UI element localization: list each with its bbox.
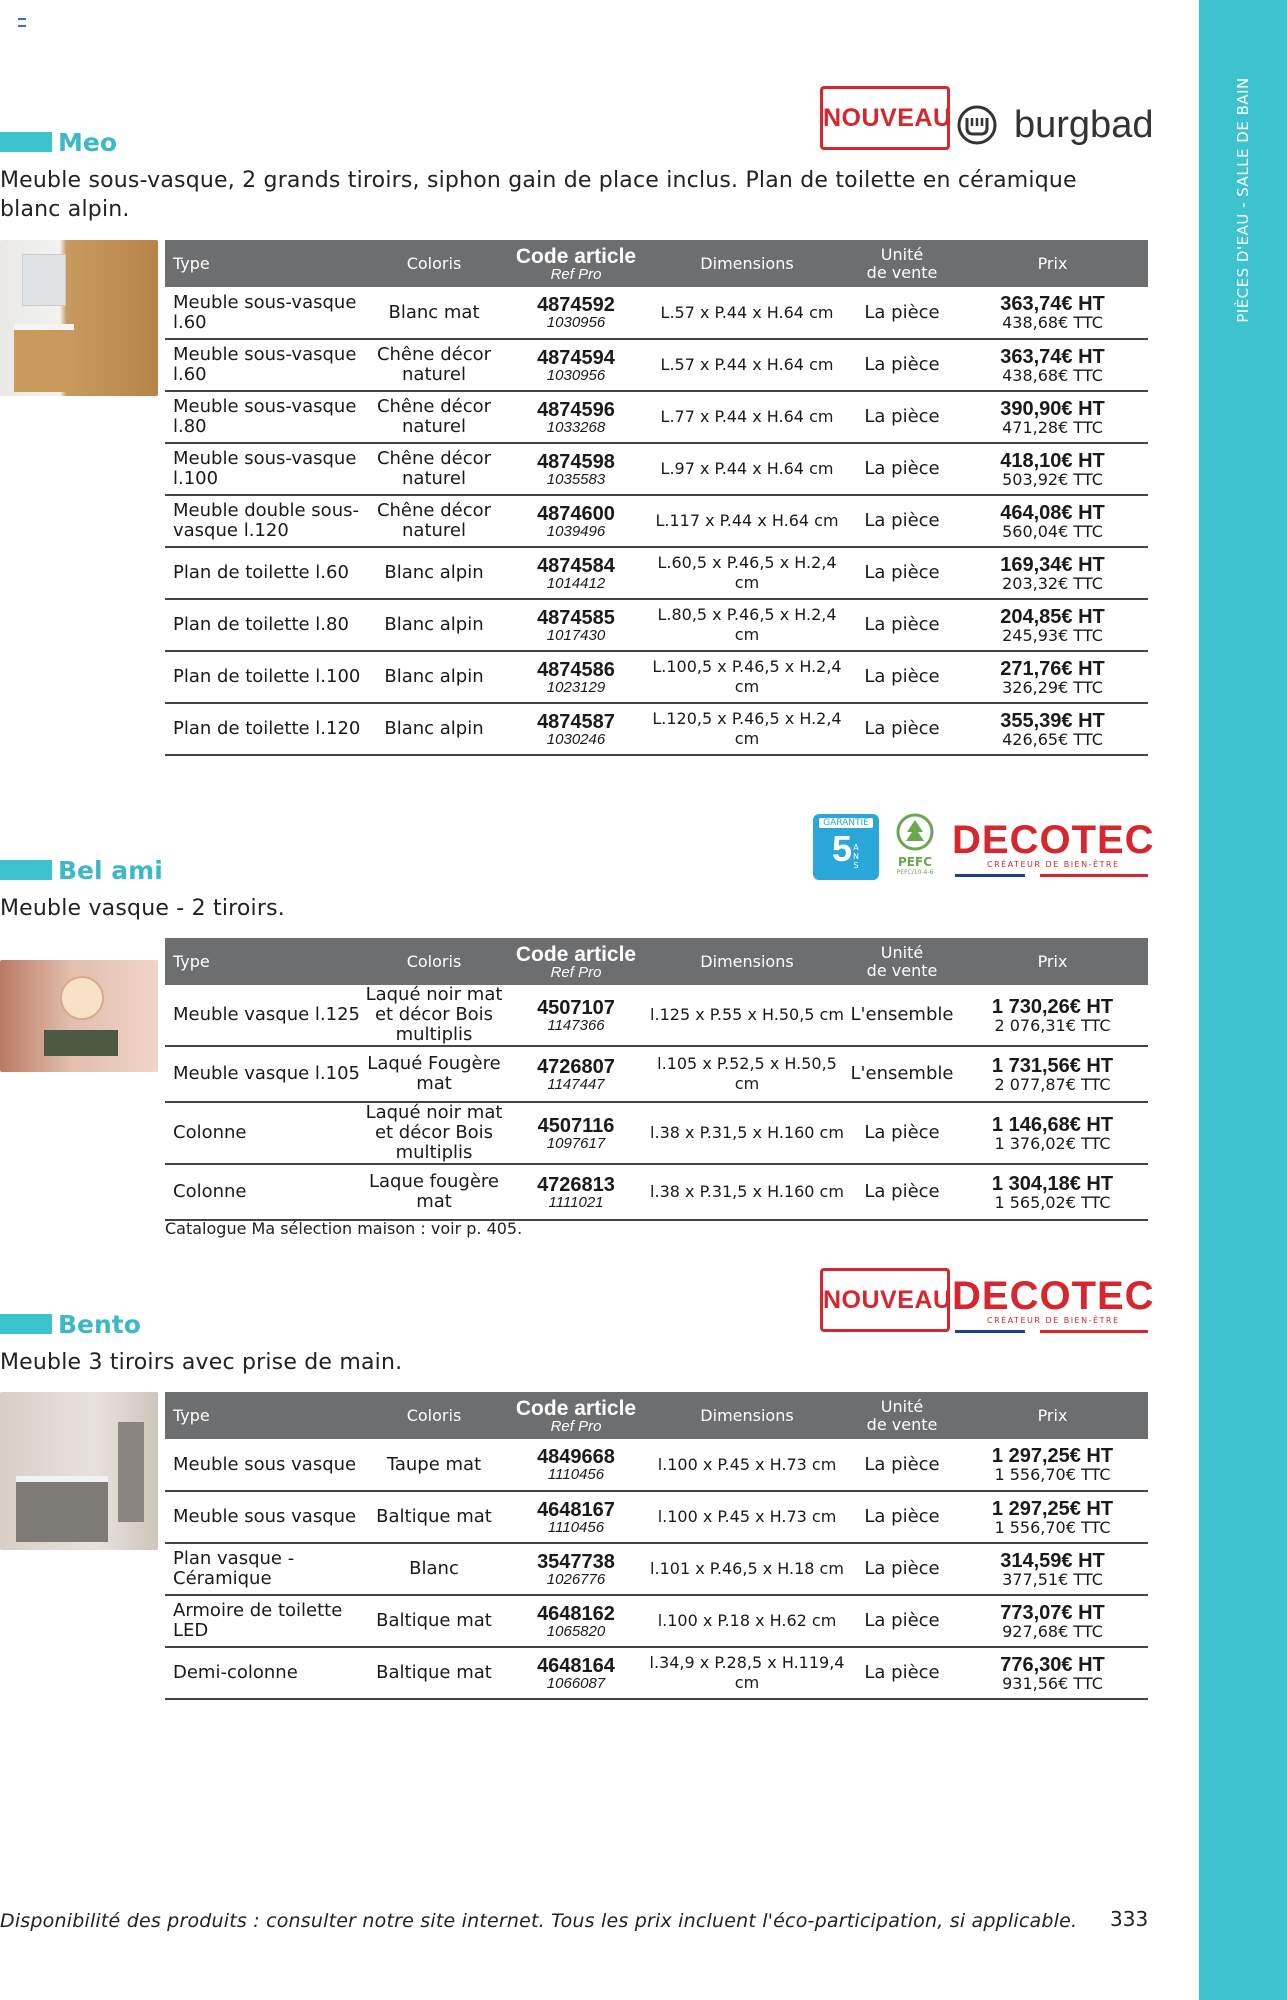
table-row [165,599,1148,651]
price-ht: 390,90€ HT [1000,397,1105,420]
cell-unite: La pièce [847,651,957,703]
cell-coloris: Laqué noir mat et décor Bois multiplis [363,985,505,1046]
table-header-row [165,240,1148,287]
table-header-row [165,938,1148,985]
cell-coloris: Taupe mat [363,1439,505,1491]
header-type: Type [165,938,363,985]
header-unite: Unité de vente [847,1392,957,1439]
code-article: 4849668 [537,1446,615,1468]
catalogue-note: Catalogue Ma sélection maison : voir p. 405. [165,1219,523,1238]
table-row [165,1647,1148,1699]
cell-prix [957,495,1148,547]
cell-unite: La pièce [847,1491,957,1543]
cell-type: Plan de toilette l.80 [165,599,363,651]
cell-prix [957,391,1148,443]
cell-code [505,1595,647,1647]
product-image-bento [0,1392,158,1550]
table-header-row [165,1392,1148,1439]
section-description-belami: Meuble vasque - 2 tiroirs. [0,896,285,921]
cell-type: Meuble sous-vasque l.60 [165,339,363,391]
product-table-belami [165,938,1148,1221]
garantie-5-ans-badge [813,814,879,880]
section-bar [0,1314,52,1334]
ref-pro: 1039496 [546,522,606,540]
ref-pro: 1026776 [546,1570,606,1588]
price-ttc: 1 376,02€ TTC [994,1133,1111,1153]
cell-unite: L'ensemble [847,985,957,1046]
cell-prix [957,1046,1148,1102]
table-row [165,1046,1148,1102]
cell-dimensions: L.80,5 x P.46,5 x H.2,4 cm [647,599,847,651]
cell-dimensions: L.117 x P.44 x H.64 cm [647,495,847,547]
cell-prix [957,547,1148,599]
price-ht: 1 297,25€ HT [991,1497,1114,1520]
code-article: 4726807 [537,1055,615,1078]
cell-coloris: Laque fougère mat [363,1164,505,1220]
cell-prix [957,1439,1148,1491]
table-row [165,1102,1148,1164]
cell-coloris: Blanc alpin [363,599,505,651]
price-ht: 1 297,25€ HT [991,1445,1114,1467]
garantie-unit: ANS [853,843,859,870]
cell-coloris: Blanc alpin [363,547,505,599]
cell-coloris: Chêne décor naturel [363,339,505,391]
code-article: 4874600 [537,502,615,525]
price-ttc: 245,93€ TTC [1002,625,1103,645]
cell-unite: La pièce [847,495,957,547]
price-ht: 1 731,56€ HT [991,1054,1114,1077]
price-ttc: 377,51€ TTC [1002,1569,1103,1589]
table-row [165,651,1148,703]
cell-code [505,391,647,443]
cell-type: Colonne [165,1164,363,1220]
price-ht: 1 304,18€ HT [991,1172,1114,1195]
section-bar [0,132,52,152]
price-ht: 314,59€ HT [1000,1549,1105,1572]
decotec-underline [1040,1330,1148,1333]
decotec-underline [955,874,1025,877]
code-article: 4648164 [537,1654,615,1677]
price-ttc: 927,68€ TTC [1002,1621,1103,1641]
ref-pro: 1147447 [547,1075,605,1093]
table-row [165,443,1148,495]
cell-prix [957,1102,1148,1164]
cell-code [505,339,647,391]
pefc-logo [889,812,941,882]
table-row [165,703,1148,755]
cell-dimensions: L.97 x P.44 x H.64 cm [647,443,847,495]
page-number: 333 [1110,1907,1149,1931]
cell-dimensions: l.100 x P.18 x H.62 cm [647,1595,847,1647]
header-prix: Prix [957,1392,1148,1439]
header-coloris: Coloris [363,240,505,287]
cell-type: Meuble sous-vasque l.60 [165,287,363,339]
nouveau-badge-meo: NOUVEAU [820,86,950,150]
code-article: 4874586 [537,658,615,681]
code-article: 4874585 [537,606,615,629]
cell-prix [957,1164,1148,1220]
cell-unite: La pièce [847,1102,957,1164]
header-dimensions: Dimensions [647,1392,847,1439]
cell-dimensions: l.38 x P.31,5 x H.160 cm [647,1102,847,1164]
cell-coloris: Baltique mat [363,1491,505,1543]
cell-type: Plan de toilette l.100 [165,651,363,703]
cell-code [505,287,647,339]
cell-unite: La pièce [847,1647,957,1699]
cell-coloris: Chêne décor naturel [363,495,505,547]
cell-type: Armoire de toilette LED [165,1595,363,1647]
cell-dimensions: l.100 x P.45 x H.73 cm [647,1439,847,1491]
cell-dimensions: L.100,5 x P.46,5 x H.2,4 cm [647,651,847,703]
header-code-article: Code article Ref Pro [505,240,647,287]
price-ttc: 931,56€ TTC [1002,1673,1103,1693]
ref-pro: 1035583 [546,470,606,488]
cell-unite: La pièce [847,1595,957,1647]
header-type: Type [165,240,363,287]
ref-pro: 1030246 [546,730,606,748]
cell-coloris: Chêne décor naturel [363,443,505,495]
header-type: Type [165,1392,363,1439]
ref-pro: 1023129 [546,678,606,696]
cell-code [505,1647,647,1699]
cell-type: Plan de toilette l.60 [165,547,363,599]
cell-prix [957,703,1148,755]
header-unite: Unité de vente [847,938,957,985]
cell-prix [957,599,1148,651]
section-title-bento: Bento [58,1310,141,1339]
ref-pro: 1033268 [546,418,606,436]
price-ht: 363,74€ HT [1000,345,1105,368]
header-dimensions: Dimensions [647,938,847,985]
cell-coloris: Baltique mat [363,1595,505,1647]
burgbad-brand: burgbad [1014,104,1154,146]
cell-unite: La pièce [847,287,957,339]
cell-unite: La pièce [847,339,957,391]
cell-prix [957,287,1148,339]
ref-pro: 1030956 [546,366,606,384]
cell-dimensions: l.100 x P.45 x H.73 cm [647,1491,847,1543]
price-ttc: 1 556,70€ TTC [994,1517,1111,1537]
ref-pro: 1147366 [547,1016,605,1034]
cell-coloris: Blanc mat [363,287,505,339]
pefc-code: PEFC/10-4-6 [896,869,934,876]
table-row [165,391,1148,443]
ref-pro: 1030956 [546,314,606,331]
nouveau-badge-bento: NOUVEAU [820,1268,950,1332]
section-title-belami: Bel ami [58,856,163,885]
cell-prix [957,651,1148,703]
code-article: 4874587 [537,710,615,733]
decotec-brand-belami: DECOTEC [952,818,1155,862]
price-ht: 271,76€ HT [1000,657,1105,680]
header-coloris: Coloris [363,1392,505,1439]
cell-code [505,1491,647,1543]
price-ttc: 203,32€ TTC [1002,573,1103,593]
cell-unite: La pièce [847,547,957,599]
cell-dimensions: L.60,5 x P.46,5 x H.2,4 cm [647,547,847,599]
price-ht: 418,10€ HT [1000,449,1105,472]
cell-code [505,1164,647,1220]
code-article: 4874594 [537,346,615,369]
header-prix: Prix [957,240,1148,287]
price-ttc: 560,04€ TTC [1002,521,1103,541]
price-ttc: 1 565,02€ TTC [994,1192,1111,1212]
decotec-underline [955,1330,1025,1333]
cell-type: Meuble sous vasque [165,1439,363,1491]
price-ht: 355,39€ HT [1000,709,1105,732]
ref-pro: 1014412 [546,574,606,592]
footer-disclaimer: Disponibilité des produits : consulter notre site internet. Tous les prix incluent l'éco-participation, si applicable. [0,1910,1078,1932]
ref-pro: 1111021 [548,1193,604,1211]
price-ht: 1 146,68€ HT [991,1113,1114,1136]
code-article: 4874592 [537,294,615,316]
ref-pro: 1066087 [546,1674,606,1692]
table-row [165,1164,1148,1220]
price-ht: 1 730,26€ HT [991,995,1114,1018]
cell-dimensions: l.125 x P.55 x H.50,5 cm [647,985,847,1046]
cell-unite: La pièce [847,443,957,495]
cell-dimensions: l.105 x P.52,5 x H.50,5 cm [647,1046,847,1102]
cell-code [505,495,647,547]
cell-prix [957,985,1148,1046]
ref-pro: 1110456 [547,1518,605,1536]
cell-prix [957,339,1148,391]
cell-type: Meuble sous-vasque l.100 [165,443,363,495]
decotec-underline [1040,874,1148,877]
cell-unite: La pièce [847,599,957,651]
code-article: 3547738 [537,1550,615,1573]
price-ttc: 426,65€ TTC [1002,729,1103,749]
header-unite: Unité de vente [847,240,957,287]
table-row [165,547,1148,599]
price-ht: 464,08€ HT [1000,501,1105,524]
price-ttc: 438,68€ TTC [1002,313,1103,332]
cell-coloris: Chêne décor naturel [363,391,505,443]
cell-unite: La pièce [847,1543,957,1595]
header-coloris: Coloris [363,938,505,985]
cell-type: Meuble sous vasque [165,1491,363,1543]
cell-unite: La pièce [847,703,957,755]
table-row [165,339,1148,391]
garantie-label: GARANTIE [819,818,873,828]
cell-type: Meuble vasque l.105 [165,1046,363,1102]
pefc-tree-icon [893,812,937,852]
cell-type: Meuble sous-vasque l.80 [165,391,363,443]
cell-dimensions: l.101 x P.46,5 x H.18 cm [647,1543,847,1595]
burgbad-logo-icon [956,104,998,146]
ref-pro: 1065820 [546,1622,606,1640]
code-article: 4507116 [537,1114,615,1137]
code-article: 4874598 [537,450,615,473]
cell-type: Meuble vasque l.125 [165,985,363,1046]
table-row [165,1491,1148,1543]
price-ht: 773,07€ HT [1000,1601,1105,1624]
cell-dimensions: l.34,9 x P.28,5 x H.119,4 cm [647,1647,847,1699]
cell-type: Colonne [165,1102,363,1164]
pefc-label: PEFC [898,855,932,869]
decotec-brand-bento: DECOTEC [952,1274,1155,1318]
cell-unite: La pièce [847,1439,957,1491]
cell-dimensions: L.57 x P.44 x H.64 cm [647,287,847,339]
price-ht: 776,30€ HT [1000,1653,1105,1676]
price-ttc: 1 556,70€ TTC [994,1465,1111,1484]
header-code-article: Code article Ref Pro [505,1392,647,1439]
cell-unite: La pièce [847,1164,957,1220]
cell-type: Plan vasque - Céramique [165,1543,363,1595]
table-row [165,495,1148,547]
price-ttc: 2 077,87€ TTC [994,1074,1111,1094]
garantie-value: 5 [831,828,853,869]
cell-prix [957,1647,1148,1699]
code-article: 4648167 [537,1498,615,1521]
cell-code [505,547,647,599]
cell-code [505,1046,647,1102]
price-ht: 204,85€ HT [1000,605,1105,628]
side-label: PIÈCES D'EAU - SALLE DE BAIN [1234,77,1252,323]
cell-dimensions: L.77 x P.44 x H.64 cm [647,391,847,443]
cell-type: Meuble double sous-vasque l.120 [165,495,363,547]
code-article: 4648162 [537,1602,615,1625]
section-description-bento: Meuble 3 tiroirs avec prise de main. [0,1350,403,1375]
cell-code [505,985,647,1046]
price-ttc: 326,29€ TTC [1002,677,1103,697]
cell-code [505,443,647,495]
cell-coloris: Laqué Fougère mat [363,1046,505,1102]
code-article: 4874596 [537,398,615,421]
cell-prix [957,1543,1148,1595]
cell-coloris: Blanc alpin [363,703,505,755]
cell-dimensions: L.120,5 x P.46,5 x H.2,4 cm [647,703,847,755]
price-ht: 363,74€ HT [1000,293,1105,315]
cell-coloris: Laqué noir mat et décor Bois multiplis [363,1102,505,1164]
section-description-meo: Meuble sous-vasque, 2 grands tiroirs, siphon gain de place inclus. Plan de toilette en céramique blanc alpin. [0,168,1077,222]
cell-unite: La pièce [847,391,957,443]
price-ttc: 503,92€ TTC [1002,469,1103,489]
cell-dimensions: l.38 x P.31,5 x H.160 cm [647,1164,847,1220]
cell-coloris: Blanc [363,1543,505,1595]
cell-unite: L'ensemble [847,1046,957,1102]
price-ht: 169,34€ HT [1000,553,1105,576]
ref-pro: 1097617 [546,1134,606,1152]
table-row [165,1595,1148,1647]
price-ttc: 438,68€ TTC [1002,365,1103,385]
cell-prix [957,1491,1148,1543]
table-row [165,287,1148,339]
product-table-bento [165,1392,1148,1700]
price-ttc: 2 076,31€ TTC [994,1015,1111,1035]
code-article: 4507107 [537,996,615,1019]
cell-prix [957,1595,1148,1647]
table-row [165,1543,1148,1595]
product-image-meo [0,240,158,396]
cell-coloris: Baltique mat [363,1647,505,1699]
section-title-meo: Meo [58,128,118,157]
decotec-tagline-bento: CRÉATEUR DE BIEN-ÊTRE [987,1316,1120,1325]
cell-code [505,651,647,703]
price-ttc: 471,28€ TTC [1002,417,1103,437]
cell-dimensions: L.57 x P.44 x H.64 cm [647,339,847,391]
product-table-meo [165,240,1148,756]
cell-prix [957,443,1148,495]
product-image-belami [0,960,158,1072]
header-prix: Prix [957,938,1148,985]
cell-code [505,1439,647,1491]
header-dimensions: Dimensions [647,240,847,287]
cell-type: Plan de toilette l.120 [165,703,363,755]
menu-icon [18,18,26,27]
ref-pro: 1110456 [547,1466,605,1483]
decotec-tagline-belami: CRÉATEUR DE BIEN-ÊTRE [987,860,1120,869]
cell-code [505,599,647,651]
cell-coloris: Blanc alpin [363,651,505,703]
section-bar [0,860,52,880]
cell-code [505,703,647,755]
code-article: 4726813 [537,1173,615,1196]
cell-code [505,1543,647,1595]
ref-pro: 1017430 [546,626,606,644]
table-row [165,985,1148,1046]
cell-type: Demi-colonne [165,1647,363,1699]
cell-code [505,1102,647,1164]
table-row [165,1439,1148,1491]
code-article: 4874584 [537,554,615,577]
header-code-article: Code article Ref Pro [505,938,647,985]
